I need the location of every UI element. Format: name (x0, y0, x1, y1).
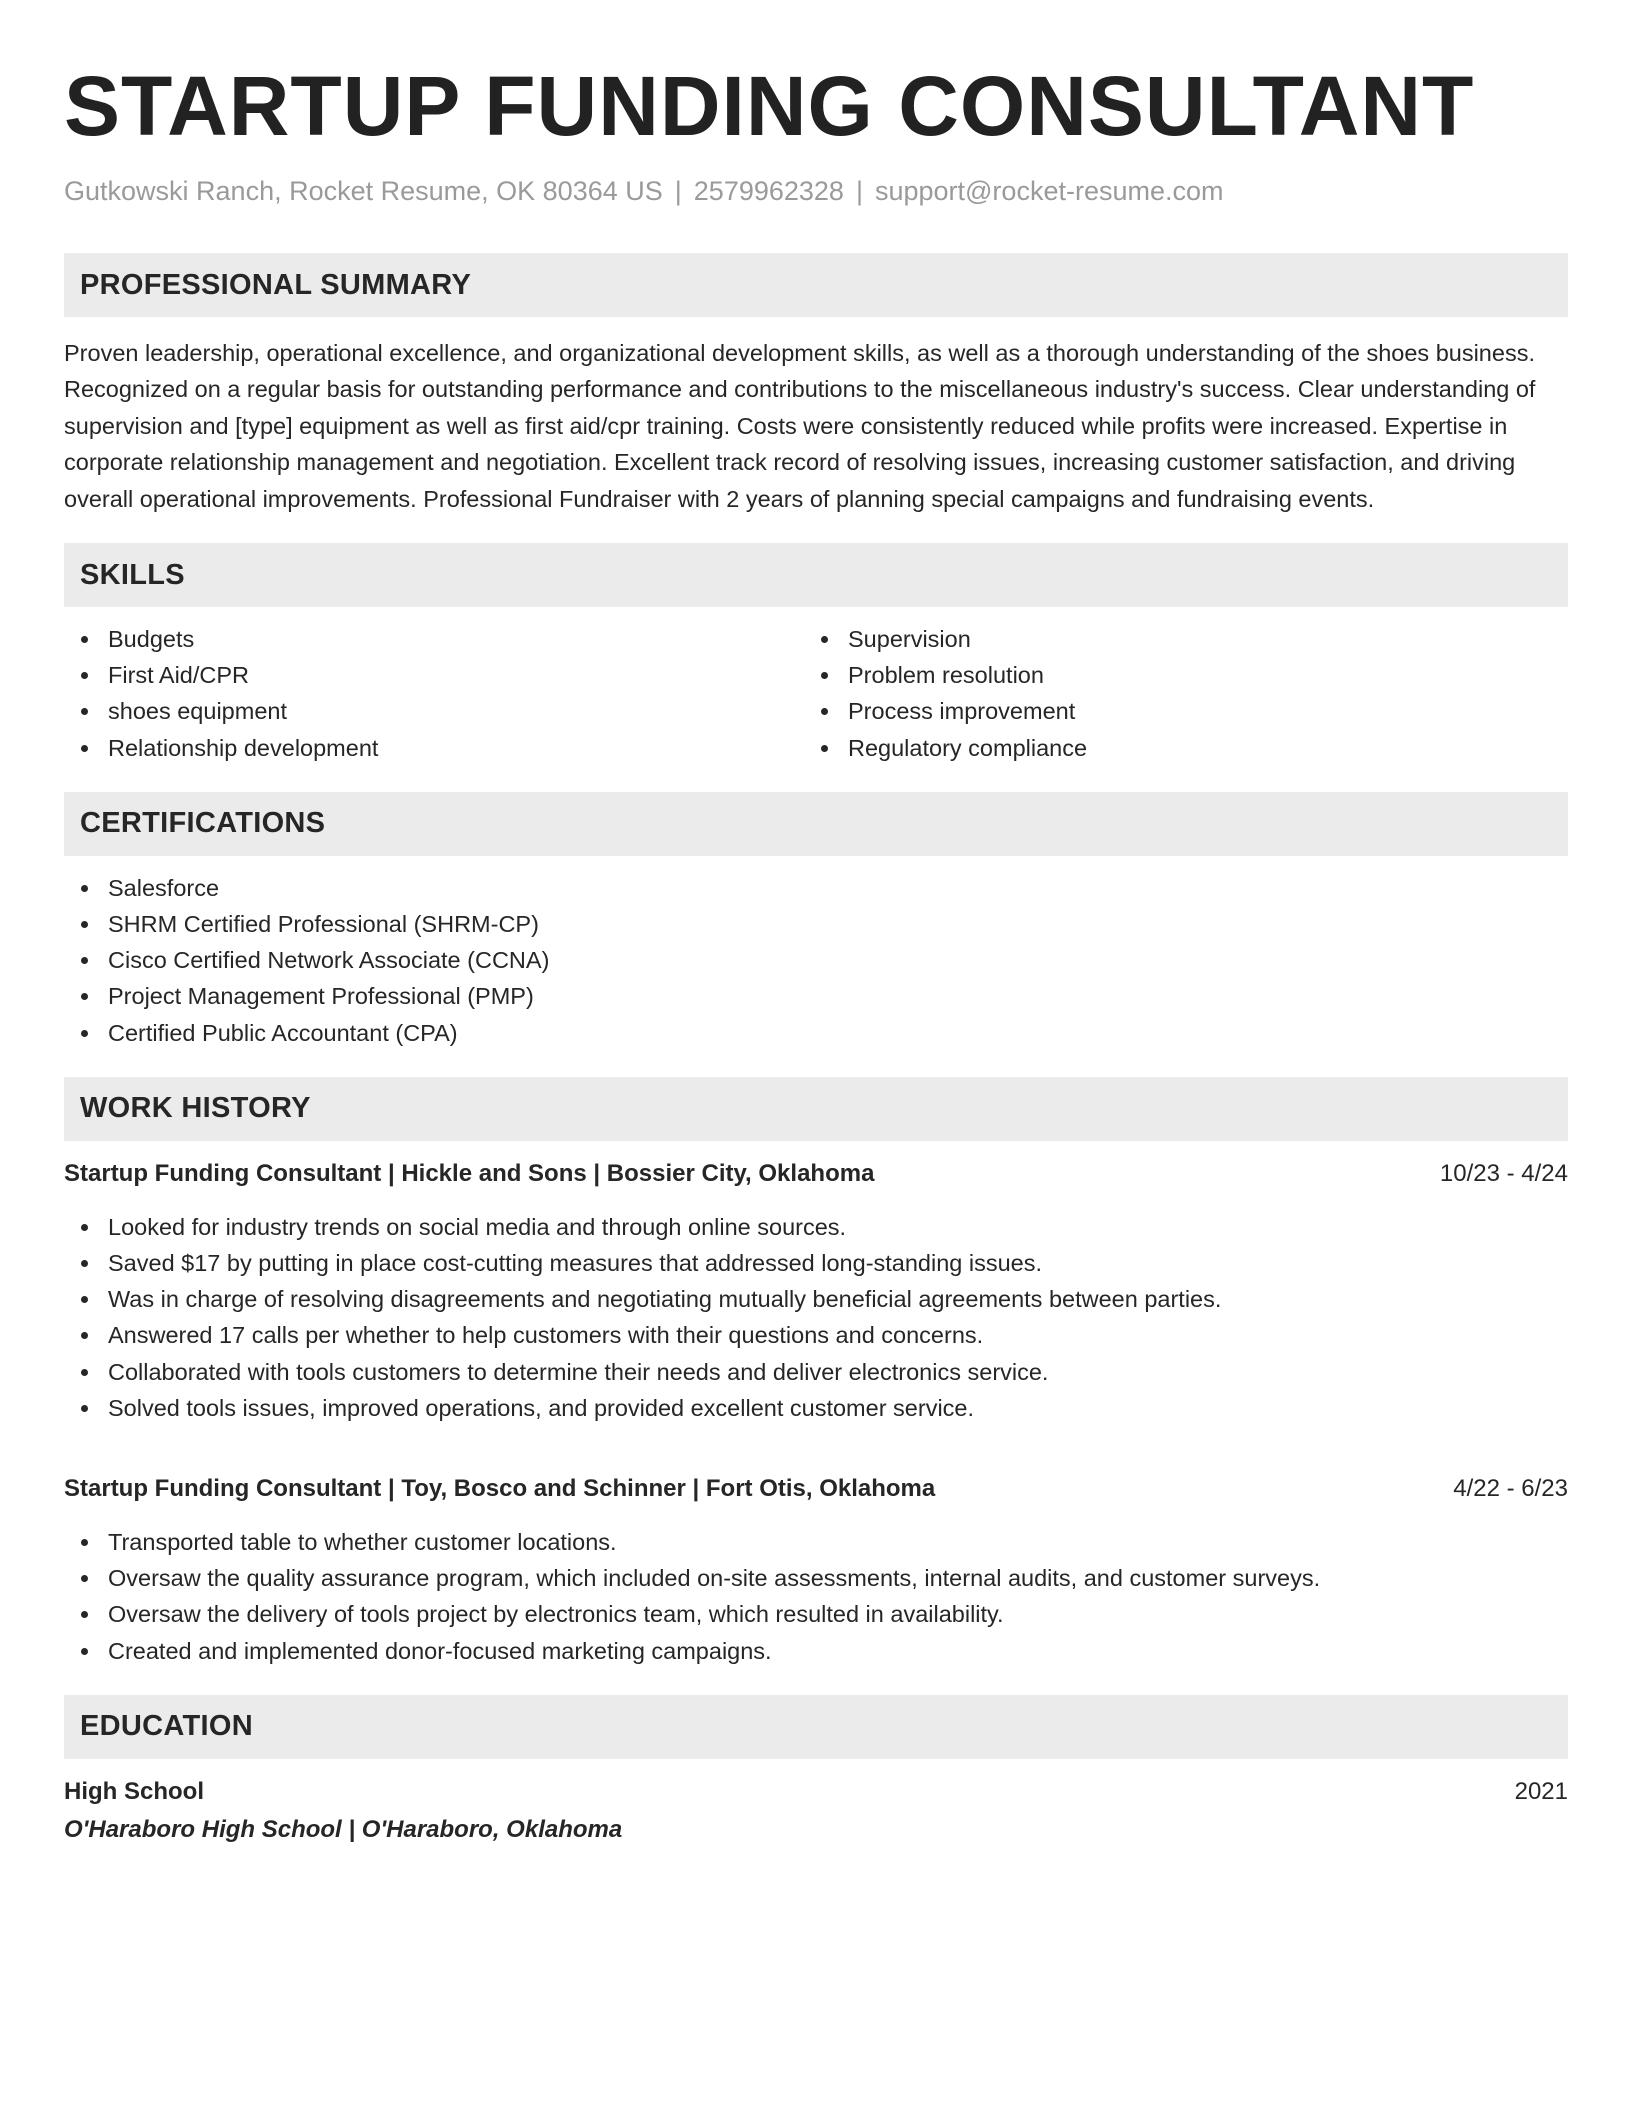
candidate-name: STARTUP FUNDING CONSULTANT (64, 59, 1475, 153)
skill-item: Relationship development (64, 730, 804, 766)
skill-item: First Aid/CPR (64, 657, 804, 693)
education-year: 2021 (1514, 1777, 1568, 1805)
summary-heading: PROFESSIONAL SUMMARY (80, 268, 472, 301)
contact-separator: | (855, 176, 863, 206)
skills-list-left (64, 621, 804, 766)
job-header (64, 1157, 1568, 1191)
job-bullet: Saved $17 by putting in place cost-cutting measures that addressed long-standing issues. (64, 1245, 1568, 1281)
job-dates: 10/23 - 4/24 (1439, 1159, 1568, 1187)
skills-section-header (64, 543, 1568, 607)
job-entry (64, 1472, 1568, 1669)
skills-list-right (804, 621, 1544, 766)
job-header (64, 1472, 1568, 1506)
education-entry (64, 1775, 1568, 1809)
certification-item: SHRM Certified Professional (SHRM-CP) (64, 906, 1568, 942)
skill-item: Problem resolution (804, 657, 1544, 693)
education-heading: EDUCATION (80, 1710, 253, 1743)
work-heading: WORK HISTORY (80, 1092, 311, 1125)
contact-line (64, 174, 1568, 208)
skills-grid (64, 621, 1568, 766)
certifications-heading: CERTIFICATIONS (80, 807, 326, 840)
job-bullet: Transported table to whether customer locations. (64, 1524, 1568, 1560)
job-bullet: Looked for industry trends on social media and through online sources. (64, 1209, 1568, 1245)
skill-item: Budgets (64, 621, 804, 657)
job-bullet: Was in charge of resolving disagreements and negotiating mutually beneficial agreements between parties. (64, 1281, 1568, 1317)
education-school: O'Haraboro High School | O'Haraboro, Oklahoma (64, 1815, 623, 1843)
job-bullets (64, 1524, 1568, 1669)
job-bullet: Created and implemented donor-focused marketing campaigns. (64, 1633, 1568, 1669)
job-bullet: Oversaw the delivery of tools project by electronics team, which resulted in availability. (64, 1596, 1568, 1632)
job-dates: 4/22 - 6/23 (1453, 1475, 1568, 1503)
certification-item: Project Management Professional (PMP) (64, 978, 1568, 1014)
summary-text: Proven leadership, operational excellence, and organizational development skills, as well as a thorough understanding of the shoes business. Recognized on a regular basis for outstanding performance and contributions to the miscellaneous industry's success. Clear understanding of supervision and [type] equipment as well as first aid/cpr training. Costs were consistently reduced while profits were increased. Expertise in corporate relationship management and negotiation. Excellent track record of resolving issues, increasing customer satisfaction, and driving overall operational improvements. Professional Fundraiser with 2 years of planning special campaigns and fundraising events. (64, 340, 1536, 512)
work-section-header (64, 1077, 1568, 1141)
job-title: Startup Funding Consultant | Toy, Bosco and Schinner | Fort Otis, Oklahoma (64, 1475, 936, 1503)
job-bullet: Collaborated with tools customers to determine their needs and deliver electronics service. (64, 1354, 1568, 1390)
job-entry (64, 1157, 1568, 1426)
skill-item: Regulatory compliance (804, 730, 1544, 766)
summary-section-header (64, 253, 1568, 317)
certification-item: Certified Public Accountant (CPA) (64, 1015, 1568, 1051)
skill-item: shoes equipment (64, 693, 804, 729)
job-bullets (64, 1209, 1568, 1426)
education-section-header (64, 1695, 1568, 1759)
contact-email: support@rocket-resume.com (874, 176, 1224, 206)
skill-item: Process improvement (804, 693, 1544, 729)
certifications-list (64, 870, 1568, 1051)
skills-heading: SKILLS (80, 558, 185, 591)
skill-item: Supervision (804, 621, 1544, 657)
education-degree: High School (64, 1777, 204, 1805)
contact-separator: | (674, 176, 682, 206)
job-title: Startup Funding Consultant | Hickle and Sons | Bossier City, Oklahoma (64, 1159, 875, 1187)
certification-item: Cisco Certified Network Associate (CCNA) (64, 942, 1568, 978)
contact-phone: 2579962328 (693, 176, 844, 206)
job-bullet: Solved tools issues, improved operations, and provided excellent customer service. (64, 1390, 1568, 1426)
job-bullet: Answered 17 calls per whether to help customers with their questions and concerns. (64, 1317, 1568, 1353)
contact-address: Gutkowski Ranch, Rocket Resume, OK 80364 US (64, 176, 663, 206)
job-bullet: Oversaw the quality assurance program, which included on-site assessments, internal audits, and customer surveys. (64, 1560, 1568, 1596)
certification-item: Salesforce (64, 870, 1568, 906)
certifications-section-header (64, 792, 1568, 856)
